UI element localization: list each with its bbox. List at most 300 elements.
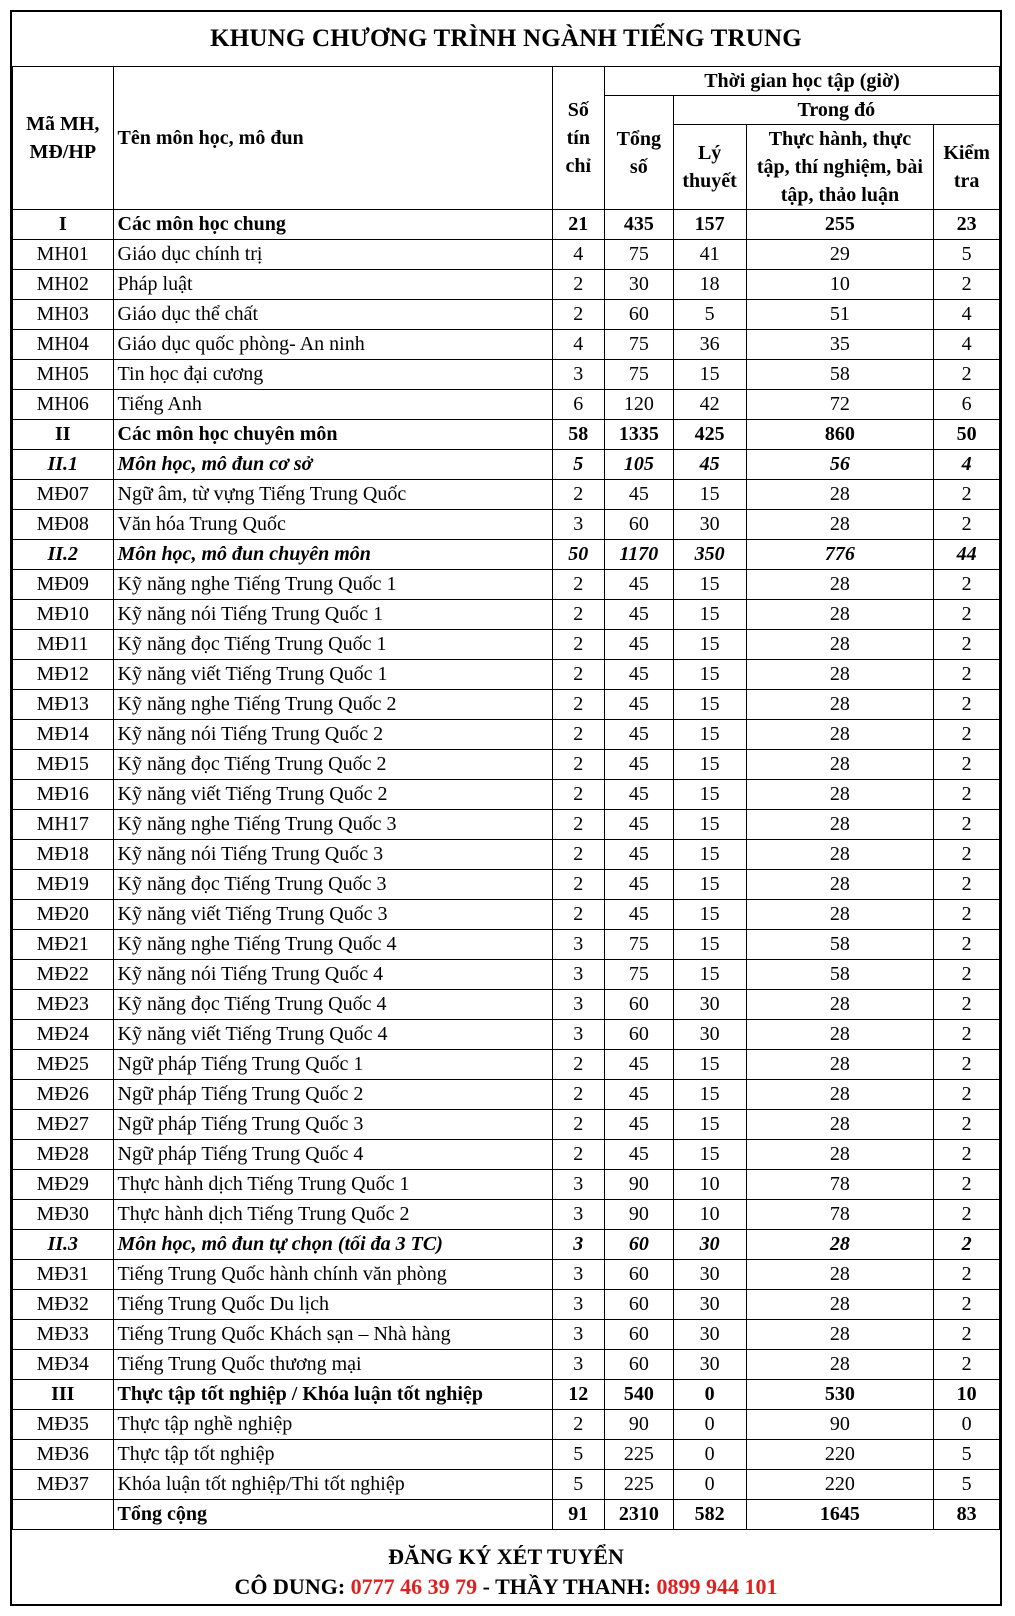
cell-practice: 28 (746, 1050, 934, 1080)
total-row (13, 1500, 1000, 1530)
cell-name: Tiếng Trung Quốc hành chính văn phòng (113, 1260, 552, 1290)
cell-exam: 2 (934, 720, 1000, 750)
sub-row (13, 540, 1000, 570)
cell-name: Ngữ pháp Tiếng Trung Quốc 2 (113, 1080, 552, 1110)
cell-exam: 2 (934, 1170, 1000, 1200)
cell-theory: 30 (673, 1260, 746, 1290)
cell-total: 60 (604, 1230, 673, 1260)
cell-credits: 2 (552, 780, 604, 810)
cell-code: MĐ10 (13, 600, 114, 630)
cell-theory: 41 (673, 240, 746, 270)
cell-theory: 30 (673, 1320, 746, 1350)
cell-exam: 2 (934, 1080, 1000, 1110)
cell-theory: 30 (673, 990, 746, 1020)
cell-exam: 2 (934, 900, 1000, 930)
cell-practice: 28 (746, 600, 934, 630)
cell-total: 45 (604, 870, 673, 900)
cell-total: 90 (604, 1170, 673, 1200)
cell-name: Kỹ năng nghe Tiếng Trung Quốc 2 (113, 690, 552, 720)
cell-practice: 58 (746, 360, 934, 390)
cell-theory: 5 (673, 300, 746, 330)
cell-total: 90 (604, 1200, 673, 1230)
cell-total: 45 (604, 480, 673, 510)
cell-practice: 28 (746, 690, 934, 720)
cell-exam: 5 (934, 1440, 1000, 1470)
cell-total: 105 (604, 450, 673, 480)
table-row (13, 810, 1000, 840)
cell-practice: 28 (746, 1080, 934, 1110)
curriculum-table (12, 66, 1000, 1530)
table-row (13, 1200, 1000, 1230)
cell-exam: 2 (934, 360, 1000, 390)
contact2-phone[interactable]: 0899 944 101 (656, 1574, 778, 1599)
cell-practice: 78 (746, 1200, 934, 1230)
cell-theory: 42 (673, 390, 746, 420)
table-row (13, 360, 1000, 390)
cell-total: 60 (604, 990, 673, 1020)
header-name: Tên môn học, mô đun (113, 67, 552, 210)
cell-code: MĐ27 (13, 1110, 114, 1140)
cell-exam: 6 (934, 390, 1000, 420)
cell-practice: 90 (746, 1410, 934, 1440)
cell-practice: 28 (746, 570, 934, 600)
cell-theory: 45 (673, 450, 746, 480)
cell-name: Tiếng Trung Quốc thương mại (113, 1350, 552, 1380)
cell-code: MH01 (13, 240, 114, 270)
table-row (13, 960, 1000, 990)
cell-theory: 15 (673, 1050, 746, 1080)
cell-practice: 28 (746, 870, 934, 900)
cell-name: Khóa luận tốt nghiệp/Thi tốt nghiệp (113, 1470, 552, 1500)
table-row (13, 630, 1000, 660)
cell-name: Ngữ pháp Tiếng Trung Quốc 3 (113, 1110, 552, 1140)
cell-credits: 3 (552, 1260, 604, 1290)
cell-theory: 15 (673, 930, 746, 960)
cell-name: Kỹ năng viết Tiếng Trung Quốc 2 (113, 780, 552, 810)
cell-practice: 1645 (746, 1500, 934, 1530)
cell-theory: 15 (673, 690, 746, 720)
cell-theory: 0 (673, 1470, 746, 1500)
header-credits: Số tín chỉ (552, 67, 604, 210)
table-row (13, 780, 1000, 810)
table-row (13, 1320, 1000, 1350)
cell-name: Tiếng Trung Quốc Du lịch (113, 1290, 552, 1320)
cell-total: 45 (604, 750, 673, 780)
cell-total: 60 (604, 1260, 673, 1290)
cell-name: Kỹ năng nghe Tiếng Trung Quốc 3 (113, 810, 552, 840)
cell-credits: 3 (552, 1320, 604, 1350)
cell-total: 45 (604, 630, 673, 660)
cell-exam: 4 (934, 300, 1000, 330)
document-frame (10, 10, 1002, 1606)
cell-theory: 15 (673, 480, 746, 510)
cell-name: Kỹ năng nói Tiếng Trung Quốc 4 (113, 960, 552, 990)
cell-practice: 28 (746, 1110, 934, 1140)
table-row (13, 300, 1000, 330)
register-heading: ĐĂNG KÝ XÉT TUYỂN (388, 1544, 624, 1569)
cell-practice: 28 (746, 810, 934, 840)
cell-name: Môn học, mô đun cơ sở (113, 450, 552, 480)
cell-credits: 3 (552, 930, 604, 960)
cell-code (13, 1500, 114, 1530)
cell-theory: 10 (673, 1170, 746, 1200)
table-row (13, 1020, 1000, 1050)
table-row (13, 690, 1000, 720)
table-row (13, 270, 1000, 300)
cell-practice: 28 (746, 660, 934, 690)
table-row (13, 510, 1000, 540)
cell-exam: 2 (934, 1050, 1000, 1080)
cell-name: Thực tập tốt nghiệp / Khóa luận tốt nghiệp (113, 1380, 552, 1410)
cell-practice: 72 (746, 390, 934, 420)
cell-name: Tin học đại cương (113, 360, 552, 390)
table-row (13, 660, 1000, 690)
cell-code: MĐ26 (13, 1080, 114, 1110)
header-total: Tổng số (604, 96, 673, 210)
cell-total: 45 (604, 690, 673, 720)
cell-theory: 15 (673, 870, 746, 900)
table-header (13, 67, 1000, 210)
cell-practice: 28 (746, 1230, 934, 1260)
cell-name: Văn hóa Trung Quốc (113, 510, 552, 540)
header-study-time: Thời gian học tập (giờ) (604, 67, 999, 96)
cell-practice: 28 (746, 1290, 934, 1320)
cell-practice: 28 (746, 990, 934, 1020)
cell-practice: 28 (746, 780, 934, 810)
cell-theory: 425 (673, 420, 746, 450)
cell-code: MĐ29 (13, 1170, 114, 1200)
cell-credits: 5 (552, 450, 604, 480)
header-exam: Kiểm tra (934, 125, 1000, 210)
cell-code: II.3 (13, 1230, 114, 1260)
cell-code: II (13, 420, 114, 450)
cell-exam: 2 (934, 1200, 1000, 1230)
cell-exam: 2 (934, 570, 1000, 600)
cell-total: 60 (604, 1020, 673, 1050)
cell-theory: 15 (673, 720, 746, 750)
cell-theory: 30 (673, 1230, 746, 1260)
cell-name: Kỹ năng nghe Tiếng Trung Quốc 1 (113, 570, 552, 600)
table-row (13, 1140, 1000, 1170)
table-row (13, 1080, 1000, 1110)
cell-theory: 15 (673, 900, 746, 930)
cell-practice: 28 (746, 1260, 934, 1290)
cell-name: Kỹ năng đọc Tiếng Trung Quốc 1 (113, 630, 552, 660)
cell-total: 45 (604, 720, 673, 750)
table-row (13, 1170, 1000, 1200)
table-row (13, 1110, 1000, 1140)
cell-exam: 44 (934, 540, 1000, 570)
cell-credits: 2 (552, 1110, 604, 1140)
cell-exam: 23 (934, 210, 1000, 240)
table-row (13, 330, 1000, 360)
cell-credits: 2 (552, 1410, 604, 1440)
cell-practice: 51 (746, 300, 934, 330)
cell-practice: 28 (746, 630, 934, 660)
sub-row (13, 450, 1000, 480)
cell-code: MĐ20 (13, 900, 114, 930)
cell-practice: 28 (746, 750, 934, 780)
cell-name: Thực tập nghề nghiệp (113, 1410, 552, 1440)
cell-total: 225 (604, 1440, 673, 1470)
contact1-label: CÔ DUNG: (234, 1574, 346, 1599)
cell-credits: 2 (552, 1080, 604, 1110)
contact-footer (12, 1542, 1000, 1602)
cell-code: MH06 (13, 390, 114, 420)
cell-name: Kỹ năng nói Tiếng Trung Quốc 2 (113, 720, 552, 750)
group-row (13, 210, 1000, 240)
cell-theory: 350 (673, 540, 746, 570)
cell-credits: 6 (552, 390, 604, 420)
cell-exam: 0 (934, 1410, 1000, 1440)
cell-name: Giáo dục chính trị (113, 240, 552, 270)
group-row (13, 420, 1000, 450)
cell-exam: 4 (934, 450, 1000, 480)
cell-name: Ngữ âm, từ vựng Tiếng Trung Quốc (113, 480, 552, 510)
cell-credits: 3 (552, 1290, 604, 1320)
cell-code: MĐ33 (13, 1320, 114, 1350)
cell-name: Thực tập tốt nghiệp (113, 1440, 552, 1470)
cell-total: 45 (604, 570, 673, 600)
cell-exam: 2 (934, 1260, 1000, 1290)
cell-theory: 10 (673, 1200, 746, 1230)
cell-exam: 2 (934, 270, 1000, 300)
table-row (13, 1350, 1000, 1380)
cell-total: 60 (604, 1320, 673, 1350)
cell-code: MĐ28 (13, 1140, 114, 1170)
cell-total: 1335 (604, 420, 673, 450)
cell-name: Kỹ năng viết Tiếng Trung Quốc 3 (113, 900, 552, 930)
cell-credits: 12 (552, 1380, 604, 1410)
cell-practice: 220 (746, 1470, 934, 1500)
cell-credits: 3 (552, 1200, 604, 1230)
cell-total: 45 (604, 840, 673, 870)
cell-exam: 2 (934, 750, 1000, 780)
cell-credits: 3 (552, 360, 604, 390)
cell-exam: 2 (934, 1230, 1000, 1260)
cell-total: 60 (604, 1290, 673, 1320)
cell-name: Kỹ năng nói Tiếng Trung Quốc 1 (113, 600, 552, 630)
cell-practice: 860 (746, 420, 934, 450)
cell-total: 2310 (604, 1500, 673, 1530)
cell-practice: 28 (746, 900, 934, 930)
table-row (13, 600, 1000, 630)
cell-total: 45 (604, 1110, 673, 1140)
cell-total: 45 (604, 810, 673, 840)
cell-total: 75 (604, 960, 673, 990)
cell-name: Tiếng Anh (113, 390, 552, 420)
cell-practice: 220 (746, 1440, 934, 1470)
table-row (13, 930, 1000, 960)
cell-name: Giáo dục quốc phòng- An ninh (113, 330, 552, 360)
cell-practice: 28 (746, 1020, 934, 1050)
cell-code: MĐ19 (13, 870, 114, 900)
cell-code: MĐ07 (13, 480, 114, 510)
cell-credits: 2 (552, 660, 604, 690)
cell-theory: 15 (673, 1140, 746, 1170)
cell-credits: 2 (552, 870, 604, 900)
cell-code: MH02 (13, 270, 114, 300)
cell-exam: 2 (934, 630, 1000, 660)
cell-total: 45 (604, 660, 673, 690)
cell-credits: 2 (552, 570, 604, 600)
cell-credits: 91 (552, 1500, 604, 1530)
cell-code: II.2 (13, 540, 114, 570)
cell-code: MH04 (13, 330, 114, 360)
cell-credits: 3 (552, 990, 604, 1020)
cell-practice: 530 (746, 1380, 934, 1410)
cell-credits: 2 (552, 810, 604, 840)
table-row (13, 840, 1000, 870)
contact1-phone[interactable]: 0777 46 39 79 (350, 1574, 478, 1599)
header-of-which: Trong đó (673, 96, 999, 125)
cell-code: I (13, 210, 114, 240)
header-theory: Lý thuyết (673, 125, 746, 210)
cell-theory: 15 (673, 600, 746, 630)
cell-theory: 36 (673, 330, 746, 360)
cell-code: MĐ37 (13, 1470, 114, 1500)
cell-code: MĐ15 (13, 750, 114, 780)
cell-code: MĐ18 (13, 840, 114, 870)
cell-credits: 3 (552, 1020, 604, 1050)
cell-theory: 15 (673, 780, 746, 810)
cell-exam: 83 (934, 1500, 1000, 1530)
cell-exam: 5 (934, 240, 1000, 270)
cell-exam: 2 (934, 1140, 1000, 1170)
table-row (13, 390, 1000, 420)
cell-total: 120 (604, 390, 673, 420)
cell-total: 30 (604, 270, 673, 300)
cell-theory: 157 (673, 210, 746, 240)
cell-code: MĐ36 (13, 1440, 114, 1470)
cell-exam: 2 (934, 870, 1000, 900)
cell-practice: 58 (746, 930, 934, 960)
cell-code: MĐ22 (13, 960, 114, 990)
cell-code: MH05 (13, 360, 114, 390)
cell-theory: 0 (673, 1410, 746, 1440)
cell-code: MĐ23 (13, 990, 114, 1020)
cell-theory: 15 (673, 810, 746, 840)
cell-name: Kỹ năng đọc Tiếng Trung Quốc 2 (113, 750, 552, 780)
cell-exam: 2 (934, 480, 1000, 510)
cell-credits: 4 (552, 240, 604, 270)
cell-name: Kỹ năng đọc Tiếng Trung Quốc 3 (113, 870, 552, 900)
cell-code: MĐ14 (13, 720, 114, 750)
cell-theory: 30 (673, 510, 746, 540)
cell-credits: 4 (552, 330, 604, 360)
cell-theory: 15 (673, 960, 746, 990)
cell-credits: 2 (552, 1050, 604, 1080)
cell-theory: 582 (673, 1500, 746, 1530)
cell-code: MĐ16 (13, 780, 114, 810)
cell-code: MĐ25 (13, 1050, 114, 1080)
cell-code: MĐ31 (13, 1260, 114, 1290)
cell-credits: 2 (552, 600, 604, 630)
cell-exam: 2 (934, 660, 1000, 690)
cell-credits: 2 (552, 300, 604, 330)
cell-total: 1170 (604, 540, 673, 570)
cell-name: Kỹ năng viết Tiếng Trung Quốc 4 (113, 1020, 552, 1050)
cell-theory: 30 (673, 1020, 746, 1050)
table-row (13, 900, 1000, 930)
cell-credits: 50 (552, 540, 604, 570)
cell-total: 75 (604, 360, 673, 390)
cell-name: Kỹ năng nói Tiếng Trung Quốc 3 (113, 840, 552, 870)
cell-exam: 2 (934, 780, 1000, 810)
cell-code: MĐ34 (13, 1350, 114, 1380)
cell-theory: 30 (673, 1350, 746, 1380)
cell-practice: 78 (746, 1170, 934, 1200)
cell-code: MĐ13 (13, 690, 114, 720)
table-row (13, 1290, 1000, 1320)
cell-total: 45 (604, 600, 673, 630)
table-row (13, 1050, 1000, 1080)
table-row (13, 720, 1000, 750)
cell-name: Thực hành dịch Tiếng Trung Quốc 1 (113, 1170, 552, 1200)
cell-code: MĐ24 (13, 1020, 114, 1050)
cell-credits: 2 (552, 720, 604, 750)
group-row (13, 1380, 1000, 1410)
cell-exam: 50 (934, 420, 1000, 450)
cell-credits: 58 (552, 420, 604, 450)
cell-name: Kỹ năng viết Tiếng Trung Quốc 1 (113, 660, 552, 690)
cell-theory: 15 (673, 630, 746, 660)
cell-exam: 2 (934, 810, 1000, 840)
cell-total: 75 (604, 330, 673, 360)
cell-name: Tổng cộng (113, 1500, 552, 1530)
cell-code: MĐ30 (13, 1200, 114, 1230)
cell-name: Thực hành dịch Tiếng Trung Quốc 2 (113, 1200, 552, 1230)
cell-name: Các môn học chung (113, 210, 552, 240)
contact2-label: THẦY THANH: (495, 1574, 651, 1599)
cell-credits: 2 (552, 630, 604, 660)
cell-credits: 5 (552, 1470, 604, 1500)
cell-total: 90 (604, 1410, 673, 1440)
cell-code: MĐ08 (13, 510, 114, 540)
sub-row (13, 1230, 1000, 1260)
cell-theory: 15 (673, 1110, 746, 1140)
cell-code: III (13, 1380, 114, 1410)
cell-practice: 35 (746, 330, 934, 360)
table-row (13, 990, 1000, 1020)
cell-practice: 28 (746, 1350, 934, 1380)
cell-credits: 3 (552, 1170, 604, 1200)
cell-practice: 28 (746, 1140, 934, 1170)
table-row (13, 240, 1000, 270)
table-row (13, 1470, 1000, 1500)
cell-code: MH03 (13, 300, 114, 330)
cell-theory: 15 (673, 840, 746, 870)
cell-theory: 15 (673, 360, 746, 390)
table-row (13, 1260, 1000, 1290)
cell-exam: 2 (934, 990, 1000, 1020)
cell-exam: 4 (934, 330, 1000, 360)
table-row (13, 570, 1000, 600)
cell-exam: 2 (934, 1350, 1000, 1380)
header-practice: Thực hành, thực tập, thí nghiệm, bài tập, thảo luận (746, 125, 934, 210)
cell-code: MĐ11 (13, 630, 114, 660)
cell-total: 45 (604, 1080, 673, 1110)
cell-name: Kỹ năng đọc Tiếng Trung Quốc 4 (113, 990, 552, 1020)
table-row (13, 1410, 1000, 1440)
cell-practice: 58 (746, 960, 934, 990)
cell-exam: 2 (934, 1020, 1000, 1050)
cell-exam: 2 (934, 510, 1000, 540)
cell-practice: 28 (746, 840, 934, 870)
cell-total: 75 (604, 240, 673, 270)
table-row (13, 1440, 1000, 1470)
cell-theory: 18 (673, 270, 746, 300)
